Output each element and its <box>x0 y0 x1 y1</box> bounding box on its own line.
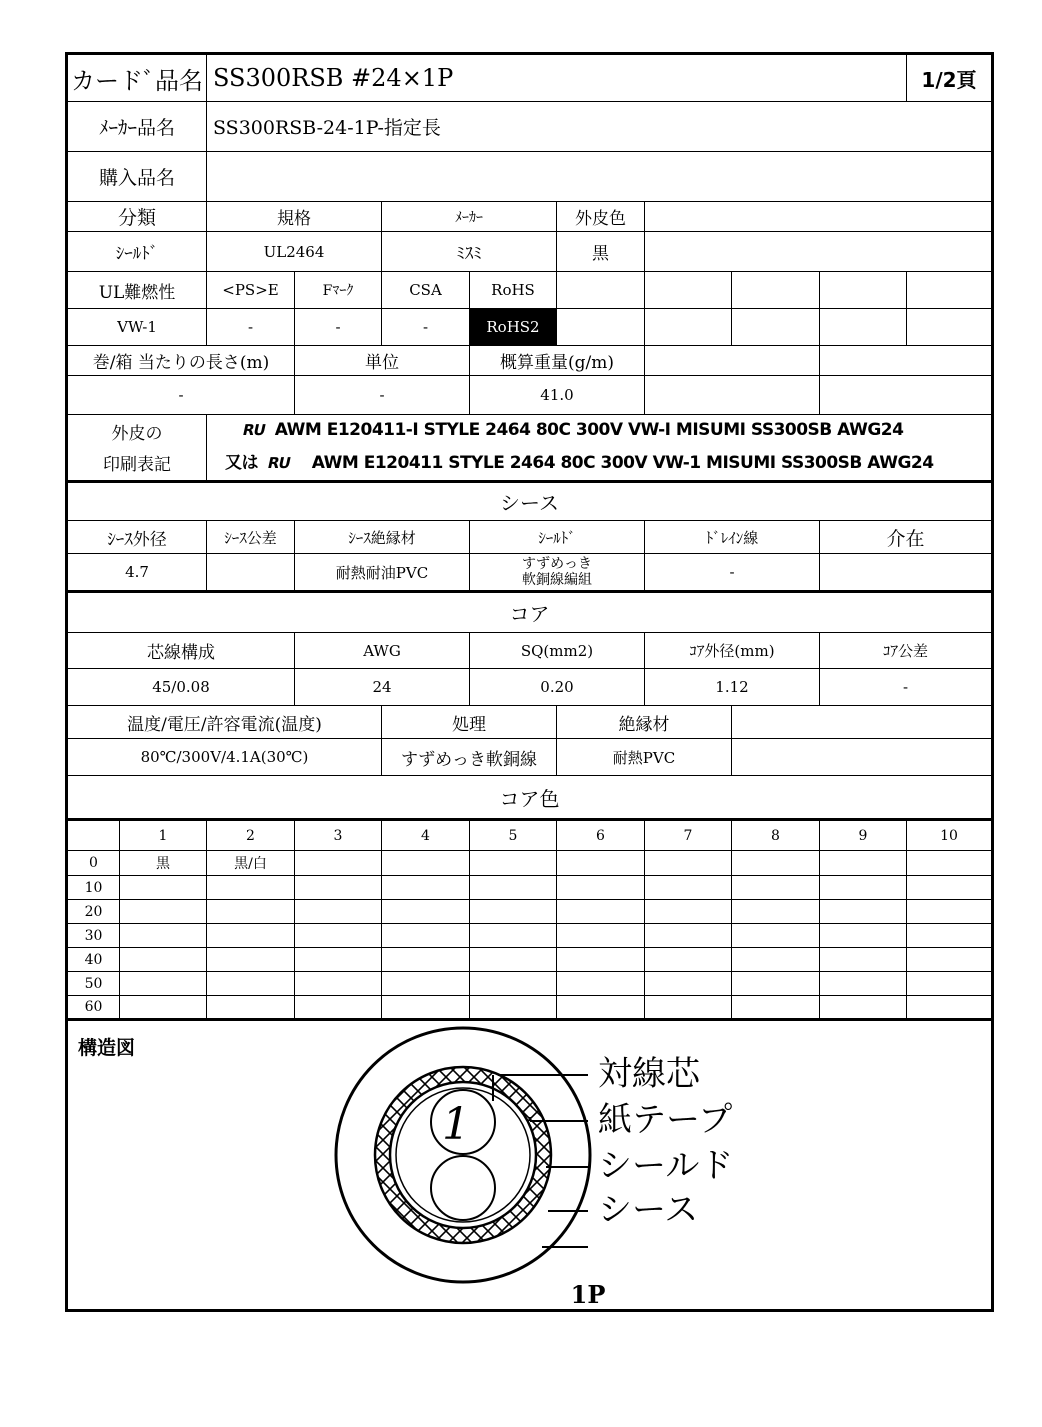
core-color-row-header: 30 <box>84 927 103 944</box>
print-line-2-text: AWM E120411 STYLE 2464 80C 300V VW-1 MISUMI SS300SB AWG24 <box>311 453 934 473</box>
core-color-row-header: 20 <box>84 903 103 920</box>
sheath-shield-line2: 軟銅線編組 <box>522 572 592 588</box>
sheath-section-title: シース <box>500 491 559 515</box>
spec-header-color: 外皮色 <box>575 209 626 229</box>
spec-header-category: 分類 <box>117 207 156 229</box>
sheath-value-shield <box>470 554 644 590</box>
sheath-value-tolerance <box>207 554 294 590</box>
core-value-strand: 45/0.08 <box>152 678 210 696</box>
cert-header-rohs: RoHS <box>491 281 535 299</box>
sheath-shield-line1: すずめっき <box>522 556 592 572</box>
sheath-value-od: 4.7 <box>125 563 149 581</box>
core-header-treatment: 処理 <box>452 714 486 735</box>
print-line-2-prefix: 又は <box>225 453 258 473</box>
core-color-row-header: 0 <box>89 855 98 871</box>
length-header-unit: 単位 <box>365 353 399 373</box>
sheath-header-drain: ﾄﾞﾚｲﾝ線 <box>705 528 759 547</box>
length-header-weight: 概算重量(g/m) <box>500 353 614 373</box>
core-color-col-header: 5 <box>508 827 518 844</box>
core-color-cell: 黒 <box>156 856 170 872</box>
spec-value-maker: ﾐｽﾐ <box>456 244 482 264</box>
pair-number: 1 <box>442 1099 470 1150</box>
spec-value-category: ｼｰﾙﾄﾞ <box>115 244 159 264</box>
core-color-row-header: 50 <box>84 975 103 992</box>
core-color-row-header: 40 <box>84 951 103 968</box>
cert-header-csa: CSA <box>409 281 442 299</box>
cert-value-csa: - <box>422 318 429 336</box>
spec-value-standard: UL2464 <box>263 242 325 261</box>
page-number: 1/2頁 <box>921 67 977 92</box>
length-value-unit: - <box>379 386 385 404</box>
core-color-col-header: 7 <box>683 827 693 844</box>
core-value-rating: 80℃/300V/4.1A(30℃) <box>140 748 309 766</box>
print-line-1 <box>243 420 903 446</box>
core-section-title: コア <box>509 602 550 626</box>
structure-title: 構造図 <box>78 1037 136 1059</box>
core-value-od: 1.12 <box>715 678 749 696</box>
sheath-value-filler <box>820 554 991 590</box>
core-color-row-header: 60 <box>84 999 103 1015</box>
core-color-section-title: コア色 <box>499 786 560 811</box>
core-value-insulation: 耐熱PVC <box>612 748 676 767</box>
cert-header-pse: <PS>E <box>222 281 279 299</box>
purchase-name-label: 購入品名 <box>98 167 175 189</box>
print-line-1-text: AWM E120411-I STYLE 2464 80C 300V VW-I MISUMI SS300SB AWG24 <box>274 420 904 440</box>
spec-header-maker: ﾒｰｶｰ <box>455 209 483 226</box>
core-color-col-header: 9 <box>858 827 868 844</box>
cert-value-pse: - <box>247 318 254 336</box>
core-header-strand: 芯線構成 <box>147 643 215 663</box>
rohs-badge: RoHS2 <box>470 309 556 345</box>
spec-value-color: 黒 <box>592 244 609 264</box>
ul-logo-icon: RU <box>241 421 267 439</box>
purchase-name-value <box>207 152 991 201</box>
spec-header-standard: 規格 <box>277 209 311 229</box>
spec-sheet <box>65 52 994 1312</box>
cert-header-ul: UL難燃性 <box>98 282 176 303</box>
core-color-col-header: 4 <box>421 827 430 844</box>
pair-count-caption: 1P <box>570 1280 606 1309</box>
cert-value-ul: VW-1 <box>117 318 157 336</box>
core-value-tolerance: - <box>902 678 909 696</box>
maker-name-label: ﾒｰｶｰ品名 <box>98 117 175 139</box>
structure-diagram <box>68 1021 991 1311</box>
core-header-od: ｺｱ外径(mm) <box>689 642 775 660</box>
sheath-value-insulation: 耐熱耐油PVC <box>335 563 429 582</box>
label-pair-core: 対線芯 <box>598 1054 700 1094</box>
core-color-col-header: 8 <box>771 827 780 844</box>
core-color-col-header: 10 <box>940 827 958 844</box>
length-value-per-reel: - <box>178 386 184 404</box>
sheath-header-shield: ｼｰﾙﾄﾞ <box>538 528 576 547</box>
core-header-awg: AWG <box>363 641 401 660</box>
core-header-tolerance: ｺｱ公差 <box>882 642 928 660</box>
card-name-label: カードﾞ品名 <box>71 66 203 95</box>
core-color-col-header: 1 <box>158 827 168 844</box>
sheath-value-drain: - <box>729 563 735 581</box>
ul-logo-icon: RU <box>266 454 292 472</box>
label-sheath: シース <box>598 1190 699 1230</box>
core-value-treatment: すずめっき軟銅線 <box>401 749 537 770</box>
core-wire-2 <box>431 1156 495 1220</box>
cert-header-fmark: Fﾏｰｸ <box>322 283 354 299</box>
core-value-sq: 0.20 <box>540 678 574 696</box>
length-header-per-reel: 巻/箱 当たりの長さ(m) <box>92 353 270 373</box>
print-label-line1: 外皮の <box>111 423 163 444</box>
core-header-insulation: 絶縁材 <box>618 714 670 735</box>
card-name-value: SS300RSB #24×1P <box>213 64 454 92</box>
print-label-line2: 印刷表記 <box>103 454 171 475</box>
label-paper-tape: 紙テープ <box>598 1100 733 1140</box>
core-color-col-header: 6 <box>596 827 605 844</box>
core-header-sq: SQ(mm2) <box>520 641 594 660</box>
sheath-header-insulation: ｼｰｽ絶縁材 <box>348 528 416 547</box>
length-value-weight: 41.0 <box>540 386 574 404</box>
core-value-awg: 24 <box>372 678 392 696</box>
sheath-header-filler: 介在 <box>886 527 925 550</box>
core-color-col-header: 3 <box>333 827 343 844</box>
core-color-row-header: 10 <box>84 879 103 896</box>
label-shield: シールド <box>598 1146 734 1186</box>
core-color-cell: 黒/白 <box>234 856 267 872</box>
core-color-col-header: 2 <box>246 827 255 844</box>
sheath-header-od: ｼｰｽ外径 <box>107 529 167 550</box>
sheath-header-tolerance: ｼｰｽ公差 <box>224 528 277 547</box>
cert-value-fmark: - <box>335 318 341 336</box>
maker-name-value: SS300RSB-24-1P-指定長 <box>213 117 441 139</box>
core-header-rating: 温度/電圧/許容電流(温度) <box>127 714 322 735</box>
print-line-2 <box>225 448 934 474</box>
